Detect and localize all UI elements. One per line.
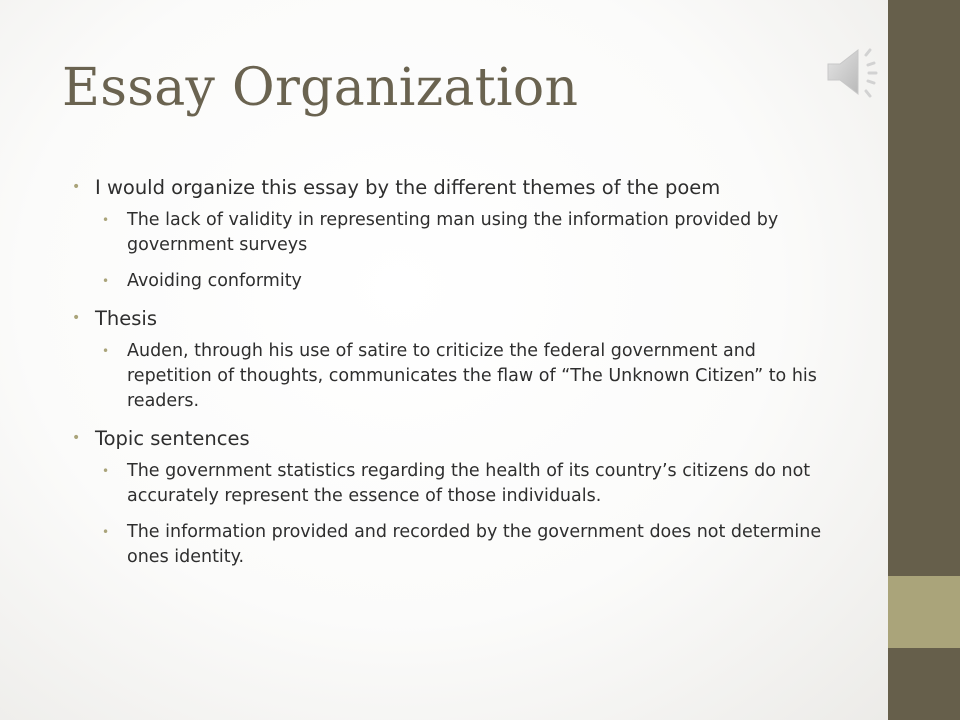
bullet-level1: [72, 174, 832, 201]
side-band-accent: [888, 576, 960, 648]
bullet-level2: [72, 459, 832, 509]
bullet-dot: •: [102, 464, 110, 478]
decorative-side-band: [888, 0, 960, 720]
bullet-dot: •: [102, 213, 110, 227]
bullet-text: I would organize this essay by the different themes of the poem: [95, 176, 721, 199]
slide-content: [72, 174, 832, 581]
bullet-dot: •: [72, 310, 81, 326]
bullet-level1: [72, 425, 832, 452]
bullet-text: Topic sentences: [95, 427, 250, 450]
bullet-dot: •: [72, 430, 81, 446]
bullet-text: Auden, through his use of satire to criticize the federal government and repetition of thoughts, communicates the flaw of “The Unknown Citizen” to his readers.: [127, 341, 817, 411]
side-band-bottom: [888, 648, 960, 720]
bullet-text: The information provided and recorded by the government does not determine ones identity.: [127, 522, 822, 567]
bullet-text: Thesis: [95, 307, 158, 330]
bullet-text: Avoiding conformity: [127, 271, 302, 291]
slide-title: Essay Organization: [62, 58, 579, 118]
bullet-level2: [72, 269, 832, 294]
bullet-dot: •: [72, 179, 81, 195]
bullet-dot: •: [102, 344, 110, 358]
side-band-top: [888, 0, 960, 576]
bullet-level1: [72, 305, 832, 332]
bullet-dot: •: [102, 525, 110, 539]
bullet-dot: •: [102, 274, 110, 288]
bullet-level2: [72, 208, 832, 258]
speaker-icon[interactable]: [822, 38, 890, 106]
bullet-text: The lack of validity in representing man using the information provided by government surveys: [127, 210, 779, 255]
bullet-level2: [72, 339, 832, 414]
bullet-text: The government statistics regarding the health of its country’s citizens do not accurately represent the essence of those individuals.: [127, 461, 811, 506]
bullet-level2: [72, 520, 832, 570]
